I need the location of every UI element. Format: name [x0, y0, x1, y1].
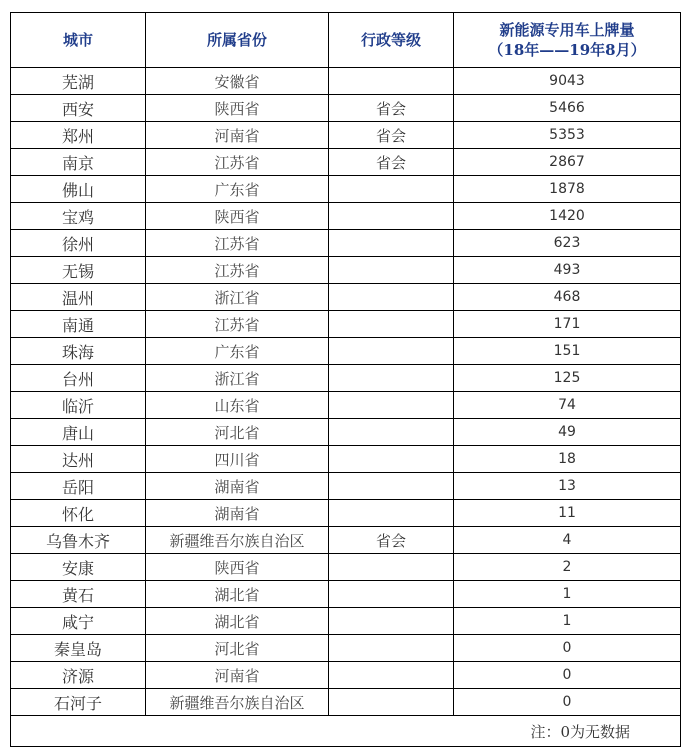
- table-row: [11, 446, 681, 473]
- table-row: [11, 473, 681, 500]
- cell-province: 河北省: [146, 635, 329, 662]
- note-row: [11, 716, 681, 747]
- cell-registration-count: 468: [454, 284, 681, 311]
- cell-admin-level: [329, 554, 454, 581]
- table-row: [11, 635, 681, 662]
- cell-admin-level: [329, 203, 454, 230]
- registration-table: [10, 12, 681, 747]
- cell-registration-count: 18: [454, 446, 681, 473]
- cell-admin-level: [329, 176, 454, 203]
- cell-city: 宝鸡: [11, 203, 146, 230]
- cell-city: 达州: [11, 446, 146, 473]
- cell-admin-level: [329, 446, 454, 473]
- cell-registration-count: 125: [454, 365, 681, 392]
- cell-city: 南京: [11, 149, 146, 176]
- table-row: [11, 500, 681, 527]
- cell-province: 河南省: [146, 662, 329, 689]
- header-registrations: [454, 13, 681, 68]
- cell-city: 温州: [11, 284, 146, 311]
- cell-admin-level: [329, 635, 454, 662]
- table-row: [11, 257, 681, 284]
- cell-province: 山东省: [146, 392, 329, 419]
- cell-city: 咸宁: [11, 608, 146, 635]
- table-row: [11, 122, 681, 149]
- cell-admin-level: [329, 419, 454, 446]
- header-row: [11, 13, 681, 68]
- cell-province: 广东省: [146, 176, 329, 203]
- cell-province: 新疆维吾尔族自治区: [146, 527, 329, 554]
- cell-city: 西安: [11, 95, 146, 122]
- cell-city: 岳阳: [11, 473, 146, 500]
- cell-registration-count: 1: [454, 608, 681, 635]
- cell-registration-count: 4: [454, 527, 681, 554]
- table-row: [11, 392, 681, 419]
- cell-registration-count: 2: [454, 554, 681, 581]
- header-city: 城市: [11, 13, 146, 68]
- table-row: [11, 554, 681, 581]
- table-row: [11, 149, 681, 176]
- cell-province: 陕西省: [146, 95, 329, 122]
- table-row: [11, 689, 681, 716]
- table-row: [11, 365, 681, 392]
- cell-city: 佛山: [11, 176, 146, 203]
- table-row: [11, 581, 681, 608]
- cell-registration-count: 1: [454, 581, 681, 608]
- cell-province: 河北省: [146, 419, 329, 446]
- cell-province: 新疆维吾尔族自治区: [146, 689, 329, 716]
- cell-admin-level: [329, 662, 454, 689]
- cell-admin-level: 省会: [329, 527, 454, 554]
- cell-admin-level: [329, 284, 454, 311]
- cell-admin-level: [329, 608, 454, 635]
- cell-admin-level: [329, 338, 454, 365]
- cell-registration-count: 2867: [454, 149, 681, 176]
- cell-province: 陕西省: [146, 554, 329, 581]
- cell-city: 秦皇岛: [11, 635, 146, 662]
- table-row: [11, 203, 681, 230]
- cell-province: 广东省: [146, 338, 329, 365]
- cell-admin-level: 省会: [329, 149, 454, 176]
- table-row: [11, 230, 681, 257]
- cell-registration-count: 5466: [454, 95, 681, 122]
- cell-city: 无锡: [11, 257, 146, 284]
- cell-city: 南通: [11, 311, 146, 338]
- cell-registration-count: 9043: [454, 68, 681, 95]
- cell-registration-count: 49: [454, 419, 681, 446]
- header-province: 所属省份: [146, 13, 329, 68]
- cell-registration-count: 0: [454, 662, 681, 689]
- header-admin-level: 行政等级: [329, 13, 454, 68]
- cell-admin-level: [329, 500, 454, 527]
- cell-admin-level: [329, 473, 454, 500]
- table-row: [11, 311, 681, 338]
- table-row: [11, 95, 681, 122]
- cell-city: 石河子: [11, 689, 146, 716]
- cell-admin-level: [329, 581, 454, 608]
- cell-registration-count: 1878: [454, 176, 681, 203]
- cell-province: 江苏省: [146, 149, 329, 176]
- cell-city: 唐山: [11, 419, 146, 446]
- cell-admin-level: [329, 257, 454, 284]
- cell-province: 江苏省: [146, 257, 329, 284]
- cell-province: 江苏省: [146, 311, 329, 338]
- cell-city: 安康: [11, 554, 146, 581]
- cell-city: 徐州: [11, 230, 146, 257]
- cell-registration-count: 171: [454, 311, 681, 338]
- header-registrations-period: （18年——19年8月）: [488, 41, 646, 59]
- cell-city: 台州: [11, 365, 146, 392]
- cell-admin-level: [329, 68, 454, 95]
- table-row: [11, 608, 681, 635]
- cell-city: 黄石: [11, 581, 146, 608]
- cell-province: 湖北省: [146, 608, 329, 635]
- cell-city: 怀化: [11, 500, 146, 527]
- cell-registration-count: 11: [454, 500, 681, 527]
- cell-admin-level: 省会: [329, 95, 454, 122]
- table-body: [11, 68, 681, 716]
- header-registrations-title: 新能源专用车上牌量: [499, 21, 635, 39]
- table-row: [11, 68, 681, 95]
- table-row: [11, 338, 681, 365]
- cell-city: 临沂: [11, 392, 146, 419]
- cell-registration-count: 493: [454, 257, 681, 284]
- cell-province: 四川省: [146, 446, 329, 473]
- table-row: [11, 176, 681, 203]
- cell-province: 湖南省: [146, 473, 329, 500]
- cell-admin-level: [329, 689, 454, 716]
- cell-city: 郑州: [11, 122, 146, 149]
- cell-registration-count: 151: [454, 338, 681, 365]
- table-row: [11, 662, 681, 689]
- cell-registration-count: 5353: [454, 122, 681, 149]
- cell-city: 济源: [11, 662, 146, 689]
- table-note: 注：0为无数据: [11, 716, 681, 747]
- cell-admin-level: [329, 392, 454, 419]
- cell-province: 江苏省: [146, 230, 329, 257]
- cell-admin-level: [329, 365, 454, 392]
- table-row: [11, 419, 681, 446]
- table-row: [11, 527, 681, 554]
- cell-city: 珠海: [11, 338, 146, 365]
- table-row: [11, 284, 681, 311]
- cell-admin-level: 省会: [329, 122, 454, 149]
- cell-registration-count: 623: [454, 230, 681, 257]
- cell-registration-count: 0: [454, 635, 681, 662]
- cell-province: 浙江省: [146, 284, 329, 311]
- cell-admin-level: [329, 230, 454, 257]
- cell-province: 湖北省: [146, 581, 329, 608]
- cell-registration-count: 1420: [454, 203, 681, 230]
- cell-admin-level: [329, 311, 454, 338]
- cell-province: 安徽省: [146, 68, 329, 95]
- cell-city: 芜湖: [11, 68, 146, 95]
- table-container: [10, 12, 680, 747]
- cell-city: 乌鲁木齐: [11, 527, 146, 554]
- cell-registration-count: 0: [454, 689, 681, 716]
- cell-registration-count: 13: [454, 473, 681, 500]
- cell-registration-count: 74: [454, 392, 681, 419]
- cell-province: 湖南省: [146, 500, 329, 527]
- cell-province: 浙江省: [146, 365, 329, 392]
- cell-province: 河南省: [146, 122, 329, 149]
- cell-province: 陕西省: [146, 203, 329, 230]
